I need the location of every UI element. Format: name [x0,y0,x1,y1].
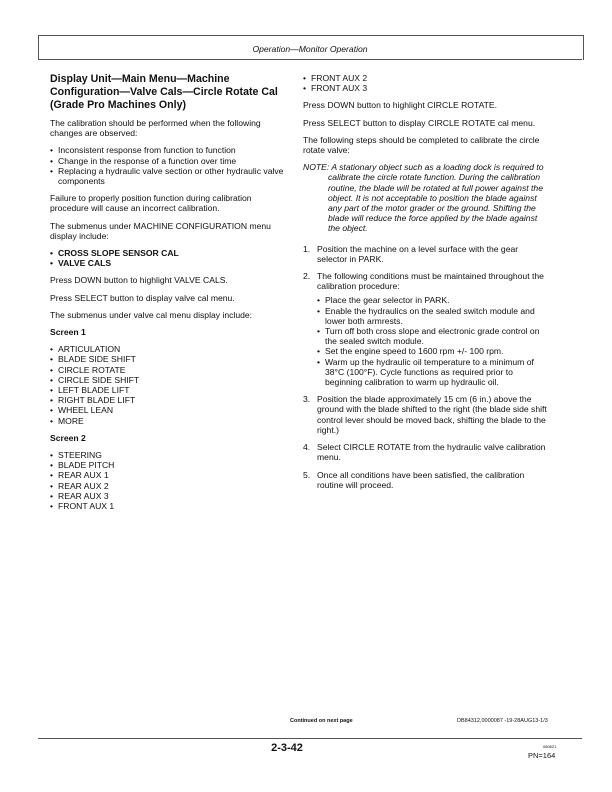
list-item: • Inconsistent response from function to function [50,145,290,155]
small-code: 080621 [543,744,557,749]
step-text: Once all conditions have been satisfied, the calibration routine will proceed. [317,469,525,490]
list-item: • CIRCLE ROTATE [50,365,290,375]
failure-text: Failure to properly position function during calibration procedure will cause an incorrect calibration. [50,193,252,214]
step-item [303,244,548,264]
list-item: • STEERING [50,450,290,460]
list-item: • ARTICULATION [50,344,290,354]
press-select-text: Press SELECT button to display CIRCLE ROTATE cal menu. [303,117,536,128]
right-column [303,73,548,497]
document-reference: DB84312,0000087 -19-28AUG13-1/3 [457,718,548,724]
steps-intro: The following steps should be completed to calibrate the circle rotate valve: [303,134,540,156]
step-item [303,394,548,435]
list-item: • REAR AUX 1 [50,470,290,480]
press-down-text: Press DOWN button to highlight VALVE CALS. [50,275,228,286]
conditions-list [317,295,548,387]
step-text: Position the machine on a level surface with the gear selector in PARK. [317,243,519,264]
intro-text: The calibration should be performed when the following changes are observed: [50,118,261,139]
list-item: • LEFT BLADE LIFT [50,385,290,395]
list-item: • Change in the response of a function over time [50,156,290,166]
footer-rule [38,738,582,739]
list-item: • CIRCLE SIDE SHIFT [50,375,290,385]
list-item: • Replacing a hydraulic valve section or other hydraulic valve components [50,166,290,186]
list-item: • REAR AUX 3 [50,491,290,501]
list-item: • MORE [50,416,290,426]
step-number: 2. [303,271,311,282]
page-number: 2-3-42 [271,742,303,754]
section-title: Display Unit—Main Menu—Machine Configuration—Valve Cals—Circle Rotate Cal (Grade Pro Machines Only) [50,73,278,111]
screen-1-heading: Screen 1 [50,327,86,338]
step-item [303,271,548,387]
step-text: Select CIRCLE ROTATE from the hydraulic valve calibration menu. [317,442,546,463]
list-item: • FRONT AUX 2 [303,73,548,83]
list-item: • CROSS SLOPE SENSOR CAL [50,248,290,258]
step-number: 3. [303,394,311,405]
list-item: • Place the gear selector in PARK. [317,295,548,305]
list-item: • RIGHT BLADE LIFT [50,395,290,405]
continued-label: Continued on next page [290,718,353,724]
submenus-intro: The submenus under MACHINE CONFIGURATION menu display include: [50,220,271,241]
step-number: 1. [303,243,311,254]
screen-2-continued-list [303,73,548,93]
pn-number: PN=164 [528,751,556,760]
step-item [303,470,548,490]
list-item: • BLADE PITCH [50,460,290,470]
list-item: • Turn off both cross slope and electronic grade control on the sealed switch module. [317,326,548,346]
press-down-text: Press DOWN button to highlight CIRCLE ROTATE. [303,100,498,111]
left-column [50,73,290,518]
list-item: • Warm up the hydraulic oil temperature to a minimum of 38°C (100°F). Cycle functions as required prior to beginning calibration to warm up hydraulic oil. [317,357,548,388]
screen-2-heading: Screen 2 [50,432,86,443]
steps-list [303,244,548,490]
note-text: NOTE: A stationary object such as a loading dock is required to calibrate the circle rotate function. During the calibration routine, the blade will be rotated at full power against the object. It is not acceptable to position the blade against any part of the motor grader or the ground. Shifting the blade will reduce the force applied by the blade against the object. [303,162,544,234]
step-item [303,442,548,462]
step-number: 4. [303,442,311,453]
running-header: Operation—Monitor Operation [252,44,368,54]
list-item: • Set the engine speed to 1600 rpm +/- 100 rpm. [317,346,548,356]
valve-intro-text: The submenus under valve cal menu display include: [50,309,253,320]
list-item: • VALVE CALS [50,258,290,268]
config-items-list [50,248,290,268]
list-item: • FRONT AUX 1 [50,501,290,511]
list-item: • WHEEL LEAN [50,405,290,415]
changes-list [50,145,290,186]
list-item: • REAR AUX 2 [50,481,290,491]
step-text: The following conditions must be maintained throughout the calibration procedure: [317,271,544,292]
screen-2-list [50,450,290,511]
screen-1-list [50,344,290,426]
list-item: • FRONT AUX 3 [303,83,548,93]
header-rule [38,59,582,60]
step-number: 5. [303,469,311,480]
press-select-text: Press SELECT button to display valve cal menu. [50,292,235,303]
step-text: Position the blade approximately 15 cm (6 in.) above the ground with the blade shifted to the right (the blade side shift control lever should be moved back, shifting the blade to the right.) [317,394,547,435]
list-item: • BLADE SIDE SHIFT [50,354,290,364]
list-item: • Enable the hydraulics on the sealed switch module and lower both armrests. [317,306,548,326]
